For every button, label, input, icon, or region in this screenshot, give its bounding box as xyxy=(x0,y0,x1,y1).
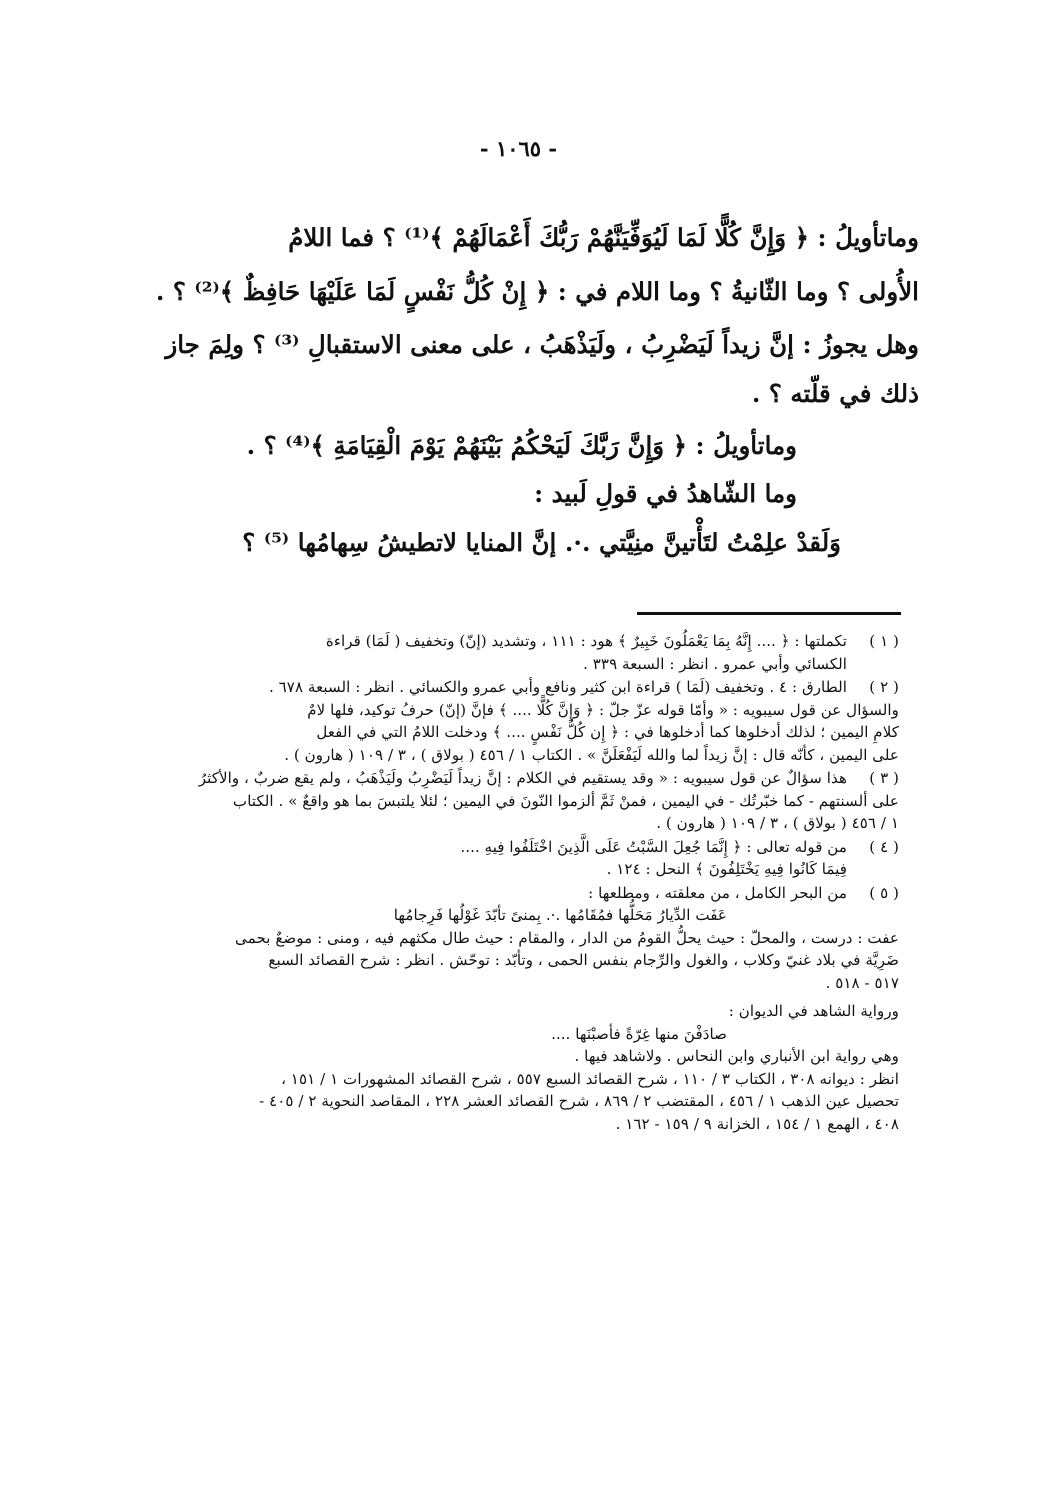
footnote-line: من البحر الكامل ، من معلقته ، ومطلعها : xyxy=(588,883,847,902)
footnote-line: فِيمَا كَانُوا فِيهِ يَخْتَلِفُونَ ﴾ النحل : ١٢٤ . xyxy=(606,860,847,878)
footnote xyxy=(139,836,899,881)
page-number: - ١٠٦٥ - xyxy=(479,136,558,161)
footnote-line: على ألسنتهم - كما خبّرتُك - في اليمين ، فمنْ ثَمَّ ألزموا النّونَ في اليمين ؛ لئلا يلتبسَ بما هو واقعٌ » . الكتاب xyxy=(232,791,899,810)
poetry-verse: عَفَت الدِّيارُ مَحَلُّها فمُقَامُها .·. بِمنىً تأبّدَ غَوْلُها فَرِجامُها xyxy=(393,906,727,924)
main-line: الأُولى ؟ وما الثّانيةُ ؟ وما اللام في : ﴿ إِنْ كُلُّ نَفْسٍ لَمَا عَلَيْهَا حَافِظٌ ﴾⁽²⁾ ؟ . xyxy=(155,277,919,306)
footnote-line: تكملتها : ﴿ .... إِنَّهُ بِمَا يَعْمَلُونَ خَبِيرٌ ﴾ هود : ١١١ ، وتشديد (إنّ) وتخفيف ( لَمَا) قراءة xyxy=(325,632,847,650)
footnote xyxy=(139,882,899,1136)
footnote-line: ٥١٧ - ٥١٨ . xyxy=(825,973,899,992)
footnote-line: ورواية الشاهد في الديوان : xyxy=(728,1002,899,1020)
main-line: وماتأويلُ : ﴿ وَإِنَّ كُلًّا لَمَا لَيُوَفِّيَنَّهُمْ رَبُّكَ أَعْمَالَهُمْ ﴾⁽¹⁾ ؟ فما اللامُ xyxy=(288,223,919,252)
main-text xyxy=(119,208,919,559)
poetry-verse: صادَفْنَ منها غِرّةً فأصبْنَها .... xyxy=(551,1024,727,1043)
main-line: وماتأويلُ : ﴿ وَإِنَّ رَبَّكَ لَيَحْكُمُ بَيْنَهُمْ يَوْمَ الْقِيَامَةِ ﴾⁽⁴⁾ ؟ . xyxy=(246,431,797,460)
footnote-line: الطارق : ٤ . وتخفيف (لَمَا ) قراءة ابن كثير ونافع وأبي عمرو والكسائي . انظر : السبعة ٦٧٨ . xyxy=(268,678,847,696)
footnote-line: عفت : درست ، والمحلّ : حيث يحلُّ القومُ من الدار ، والمقام : حيث طال مكثهم فيه ، ومنى : موضعٌ بحمى xyxy=(235,928,899,947)
footnote-number: ( ٣ ) xyxy=(869,769,899,787)
footnote xyxy=(139,676,899,766)
footnote-number: ( ١ ) xyxy=(869,632,899,650)
footnote-line: ضَرِيَّة في بلاد غنيّ وكلاب ، والغول والرِّجام بنفس الحمى ، وتأبّد : توحّش . انظر : شرح القصائد السبع xyxy=(268,951,899,969)
footnote-number: ( ٥ ) xyxy=(869,883,899,902)
footnote-line: ٤٠٨ ، الهمع ١ / ١٥٤ ، الخزانة ٩ / ١٥٩ - ١٦٢ . xyxy=(615,1114,899,1133)
footnote-line: ١ / ٤٥٦ ( بولاق ) ، ٣ / ١٠٩ ( هارون ) . xyxy=(656,814,899,832)
footnote-line: كلامِ اليمين ؛ لذلك أدخلوها كما أدخلوها في : ﴿ إِن كُلُّ نَفْسٍ .... ﴾ ودخلت اللامُ التي في الفعل xyxy=(316,723,899,741)
footnote-line: هذا سؤالٌ عن قول سيبويه : « وقد يستقيم في الكلام : إنَّ زيداً لَيَضْرِبُ ولَيَذْهَبُ ، ولم يقع ضربٌ ، والأكثرُ xyxy=(198,769,847,787)
main-line: وما الشّاهدُ في قولِ لَبيد : xyxy=(534,479,797,508)
main-line: وهل يجوزُ : إنَّ زيداً لَيَضْرِبُ ، ولَيَذْهَبُ ، على معنى الاستقبالِ ⁽³⁾ ؟ ولِمَ جاز xyxy=(165,330,919,359)
footnote xyxy=(139,767,899,835)
main-line: ذلك في قلّته ؟ . xyxy=(751,379,919,408)
footnote-line: انظر : ديوانه ٣٠٨ ، الكتاب ٣ / ١١٠ ، شرح القصائد السبع ٥٥٧ ، شرح القصائد المشهورات ١ / ١٥١ ، xyxy=(281,1069,899,1088)
footnote-line: وهي رواية ابن الأنباري وابن النحاس . ولاشاهد فيها . xyxy=(574,1047,899,1065)
footnote-line: من قوله تعالى : ﴿ إِنَّمَا جُعِلَ السَّبْتُ عَلَى الَّذِينَ اخْتَلَفُوا فِيهِ .... xyxy=(460,837,847,856)
footnote-line: تحصيل عين الذهب ١ / ٤٥٦ ، المقتضب ٢ / ٨٦٩ ، شرح القصائد العشر ٢٢٨ ، المقاصد النحوية ٢ / ٤٠٥ - xyxy=(259,1092,899,1110)
footnote-line: على اليمين ، كأنّه قال : إنَّ زيداً لما والله لَيَفْعَلَنَّ » . الكتاب ١ / ٤٥٦ ( بولاق ) ، ٣ / ١٠٩ ( هارون ) . xyxy=(284,745,899,764)
footnote-line: والسؤال عن قول سيبويه : « وأمّا قوله عزّ جلّ : ﴿ وَإِنَّ كُلًّا .... ﴾ فإنَّ (إنّ) حرفُ توكيد، فلها لامٌ xyxy=(307,700,899,719)
poetry-verse: وَلَقدْ علِمْتُ لتَأْتينَّ منِيَّتي .·. إنَّ المنايا لاتطيشُ سِهامُها ⁽⁵⁾ ؟ xyxy=(242,528,841,557)
footnote-number: ( ٤ ) xyxy=(869,837,899,856)
footnote-separator xyxy=(637,612,901,615)
footnote-number: ( ٢ ) xyxy=(869,678,899,696)
footnotes xyxy=(139,630,899,1136)
footnote xyxy=(139,630,899,675)
footnote-line: الكسائي وأبي عمرو . انظر : السبعة ٣٣٩ . xyxy=(583,654,847,673)
